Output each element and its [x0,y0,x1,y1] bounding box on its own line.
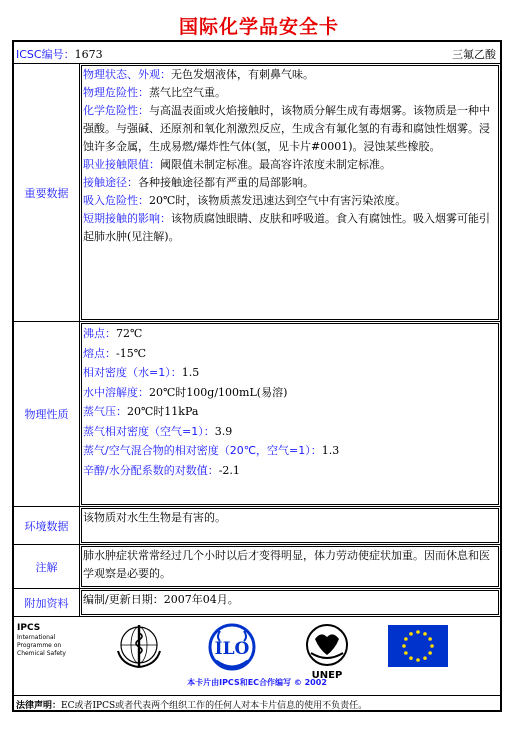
legal-text: EC或者IPCS或者代表两个组织工作的任何人对本卡片信息的使用不负责任。 [61,701,368,711]
header-row [14,42,500,64]
eu-star [428,637,432,641]
physical-item-text: 20℃时100g/100mL(易溶) [149,385,288,399]
notes-label: 注解 [35,560,58,574]
legal-label: 法律声明： [16,701,62,711]
physical-item-text: 3.9 [214,424,233,438]
chemical-name: 三氟乙酸 [452,48,496,61]
who-logo-icon [112,621,166,673]
svg-text:ILO: ILO [214,639,250,659]
physical-item [83,383,496,403]
eu-star [404,651,408,655]
physical-item [83,461,496,481]
eu-star [404,637,408,641]
eu-flag-icon [388,625,448,667]
notes-text: 肺水肿症状常常经过几个小时以后才变得明显，体力劳动使症状加重。因而休息和医学观察是必要的。 [83,549,490,580]
physical-item [83,402,496,422]
physical-item-key: 蒸气相对密度（空气=1）： [83,424,215,438]
physical-item-key: 蒸气压： [83,405,127,418]
hazard-item-key: 物理危险性： [83,86,149,99]
physical-item-key: 水中溶解度： [83,385,149,399]
hazard-item-text: 无色发烟液体，有刺鼻气味。 [171,68,314,81]
physical-section [14,322,500,507]
hazard-item-text: 各种接触途径都有严重的局部影响。 [138,176,314,189]
hazard-item-text: 与高温表面或火焰接触时，该物质分解生成有毒烟雾。该物质是一种中强酸。与强碱、还原剂和氧化剂激烈反应，生成含有氟化氢的有毒和腐蚀性烟雾。浸蚀许多金属，生成易燃/爆炸性气体(氢，见卡片#0001)。浸蚀某些橡胶。 [83,104,490,153]
safety-card [12,40,502,712]
credit-line: 本卡片由IPCS和EC合作编写 © 2002 [187,678,327,687]
hazard-item [83,210,496,246]
ilo-logo-icon [204,621,260,675]
hazard-item [83,156,496,174]
hazard-label: 重要数据 [24,186,69,200]
eu-star [428,651,432,655]
eu-star [402,644,406,648]
physical-item-key: 沸点： [83,327,116,340]
physical-item [83,324,496,344]
physical-item [83,422,496,442]
physical-item-text: -15℃ [116,346,147,360]
physical-item [83,441,496,461]
physical-item-text: 1.5 [181,366,200,379]
notes-section [14,545,500,589]
physical-content [81,322,500,506]
card-title: 国际化学品安全卡 [178,16,339,38]
hazard-item [83,174,496,192]
hazard-item [83,102,496,156]
hazard-section [14,64,500,322]
ipcs-logo: IPCS International Programme on Chemical Safety [17,623,66,657]
unep-logo-icon [297,621,357,681]
icsc-label: ICSC编号： [16,48,75,61]
environment-section [14,507,500,545]
unep-text: UNEP [311,670,343,681]
physical-item-text: -2.1 [218,463,240,477]
eu-star [430,644,434,648]
physical-item-text: 20℃时11kPa [127,405,199,418]
legal-notice [14,696,500,713]
eu-star [409,656,413,660]
physical-item-key: 熔点： [83,346,116,360]
hazard-item-key: 物理状态、外观： [83,68,171,81]
eu-star [409,632,413,636]
physical-item-key: 相对密度（水=1）： [83,366,182,379]
physical-label: 物理性质 [24,408,69,421]
hazard-content [81,64,500,321]
eu-star [423,632,427,636]
hazard-item [83,84,496,102]
hazard-item-key: 职业接触限值： [83,158,160,171]
hazard-item-key: 吸入危险性： [83,194,149,207]
ipcs-title: IPCS [17,623,41,633]
hazard-item [83,192,496,210]
hazard-item-key: 化学危险性： [83,104,149,117]
environment-text: 该物质对水生生物是有害的。 [83,511,226,524]
additional-text: 编制/更新日期：2007年04月。 [83,593,239,606]
physical-item-key: 辛醇/水分配系数的对数值： [83,463,219,477]
hazard-item-text: 该物质腐蚀眼睛、皮肤和呼吸道。食入有腐蚀性。吸入烟雾可能引起肺水肿(见注解)。 [83,212,490,243]
logo-footer [14,617,500,696]
icsc-number: 1673 [74,48,103,61]
hazard-item [83,66,496,84]
hazard-item-key: 接触途径： [83,176,138,189]
hazard-item-text: 阈限值未制定标准。最高容许浓度未制定标准。 [160,158,391,171]
hazard-item-text: 20℃时，该物质蒸发迅速达到空气中有害污染浓度。 [149,194,407,207]
hazard-item-text: 蒸气比空气重。 [149,86,226,99]
additional-section [14,589,500,617]
physical-item-text: 72℃ [116,327,143,340]
environment-label: 环境数据 [24,519,69,533]
additional-label: 附加资料 [24,596,69,610]
physical-item [83,344,496,364]
physical-item-text: 1.3 [321,444,340,457]
physical-item [83,363,496,383]
eu-star [423,656,427,660]
physical-item-key: 蒸气/空气混合物的相对密度（20℃，空气=1）： [83,444,322,457]
hazard-item-key: 短期接触的影响： [83,212,171,225]
eu-star [416,630,420,634]
eu-star [416,658,420,662]
